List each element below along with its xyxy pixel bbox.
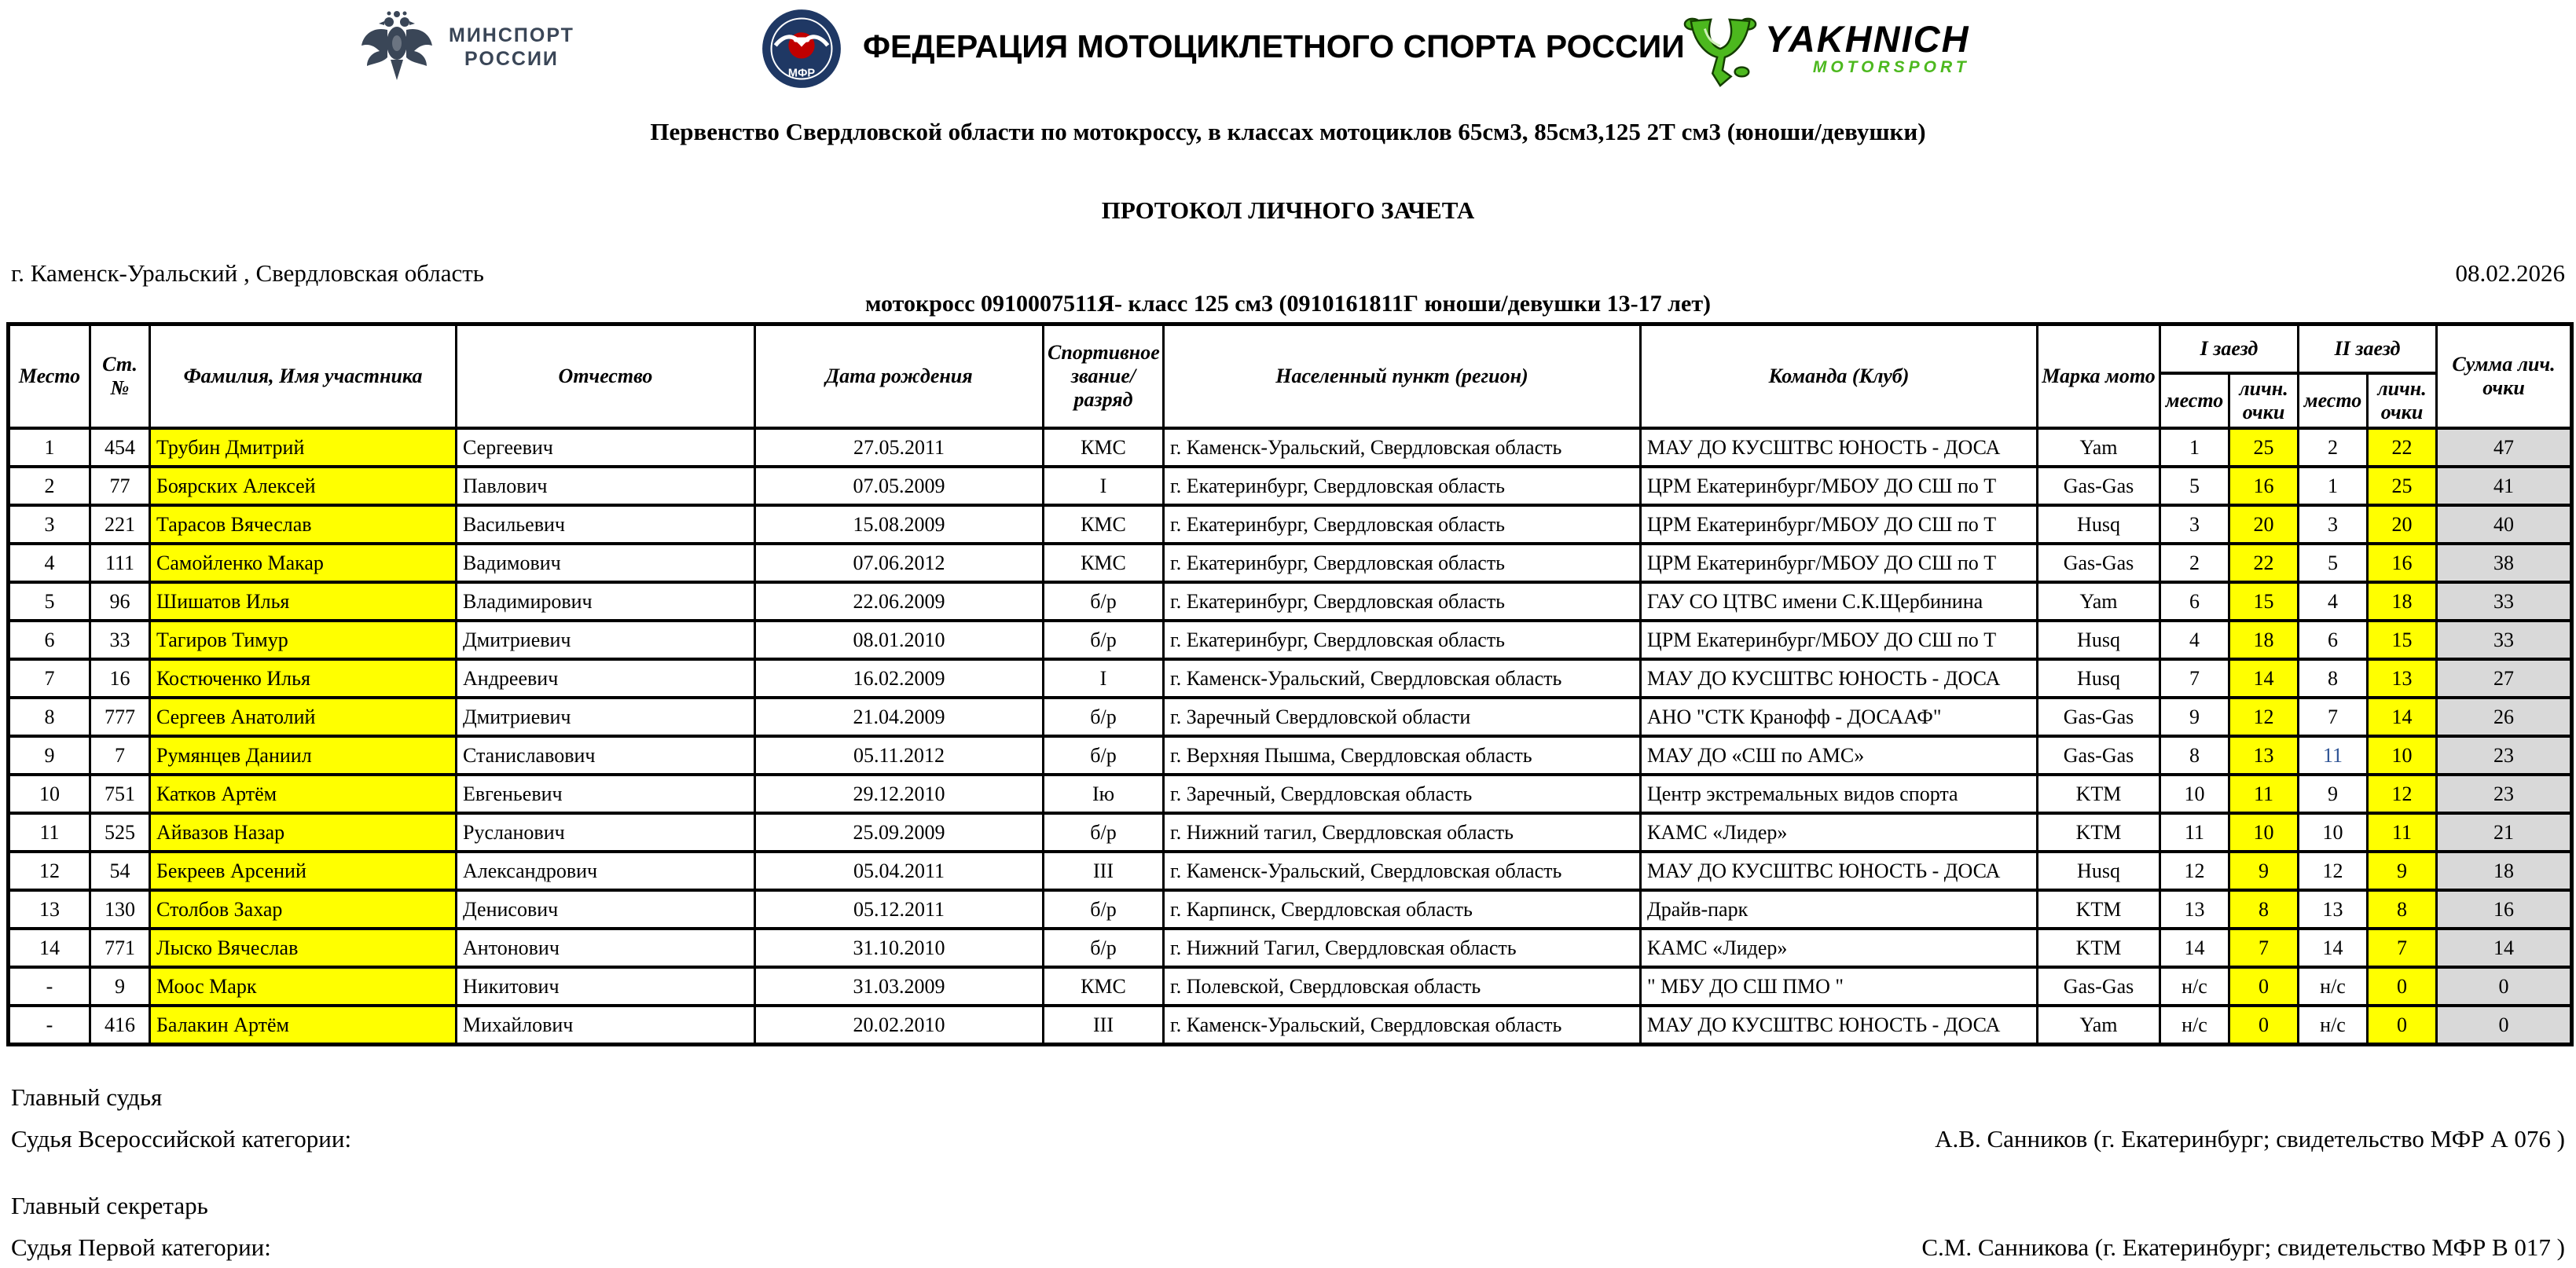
- secretary-name: С.М. Санникова (г. Екатеринбург; свидетельство МФР В 017 ): [1921, 1233, 2565, 1261]
- cell-dob: 31.03.2009: [755, 967, 1044, 1006]
- cell-name: Айвазов Назар: [150, 813, 457, 852]
- cell-start-number: 130: [90, 890, 150, 929]
- cell-name: Самойленко Макар: [150, 544, 457, 582]
- header-row-top: [9, 324, 2572, 374]
- race1-points-header: личн. очки: [2229, 373, 2299, 428]
- cell-club: АНО "СТК Кранофф - ДОСААФ": [1641, 698, 2038, 736]
- table-row: [9, 813, 2572, 852]
- cell-race2-place: 6: [2299, 621, 2368, 659]
- cell-city: г. Екатеринбург, Свердловская область: [1164, 544, 1641, 582]
- cell-start-number: 54: [90, 852, 150, 890]
- cell-race1-place: 13: [2160, 890, 2229, 929]
- cell-dob: 20.02.2010: [755, 1006, 1044, 1045]
- cell-race2-place: н/с: [2299, 1006, 2368, 1045]
- cell-dob: 07.05.2009: [755, 467, 1044, 505]
- cell-race2-points: 10: [2368, 736, 2437, 775]
- table-row: [9, 852, 2572, 890]
- cell-patronymic: Евгеньевич: [457, 775, 755, 813]
- cell-place: 3: [9, 505, 90, 544]
- cell-start-number: 33: [90, 621, 150, 659]
- cell-club: ГАУ СО ЦТВС имени С.К.Щербинина: [1641, 582, 2038, 621]
- cell-place: 4: [9, 544, 90, 582]
- col-start-number-header: Ст. №: [90, 324, 150, 429]
- cell-race1-points: 16: [2229, 467, 2299, 505]
- cell-start-number: 777: [90, 698, 150, 736]
- cell-place: 1: [9, 428, 90, 467]
- cell-rank: КМС: [1044, 967, 1164, 1006]
- event-location: г. Каменск-Уральский , Свердловская область: [11, 259, 484, 287]
- cell-rank: б/р: [1044, 813, 1164, 852]
- cell-rank: III: [1044, 1006, 1164, 1045]
- cell-total-points: 18: [2437, 852, 2572, 890]
- cell-race2-place: 1: [2299, 467, 2368, 505]
- cell-city: г. Каменск-Уральский, Свердловская область: [1164, 659, 1641, 698]
- cell-club: МАУ ДО КУСШТВС ЮНОСТЬ - ДОСА: [1641, 428, 2038, 467]
- col-dob-header: Дата рождения: [755, 324, 1044, 429]
- signatures-footer: [0, 1076, 2576, 1268]
- table-row: [9, 775, 2572, 813]
- cell-total-points: 0: [2437, 1006, 2572, 1045]
- cell-patronymic: Вадимович: [457, 544, 755, 582]
- class-subtitle: мотокросс 0910007511Я- класс 125 см3 (0910161811Г юноши/девушки 13-17 лет): [864, 291, 1712, 317]
- cell-race2-points: 7: [2368, 929, 2437, 967]
- cell-club: КАМС «Лидер»: [1641, 929, 2038, 967]
- fmsr-abbr: МФР: [787, 67, 816, 80]
- cell-race2-points: 0: [2368, 967, 2437, 1006]
- table-row: [9, 967, 2572, 1006]
- cell-race1-points: 22: [2229, 544, 2299, 582]
- event-date: 08.02.2026: [2455, 259, 2565, 287]
- cell-race2-place: 14: [2299, 929, 2368, 967]
- cell-total-points: 23: [2437, 736, 2572, 775]
- cell-club: ЦРМ Екатеринбург/МБОУ ДО СШ по Т: [1641, 544, 2038, 582]
- cell-brand: Husq: [2038, 621, 2160, 659]
- col-place-header: Место: [9, 324, 90, 429]
- cell-rank: Iю: [1044, 775, 1164, 813]
- cell-race1-place: 4: [2160, 621, 2229, 659]
- cell-race2-place: 12: [2299, 852, 2368, 890]
- cell-race2-place: н/с: [2299, 967, 2368, 1006]
- footer-spacer: [11, 1160, 2565, 1185]
- cell-race2-points: 25: [2368, 467, 2437, 505]
- cell-place: 12: [9, 852, 90, 890]
- race1-place-header: место: [2160, 373, 2229, 428]
- cell-total-points: 0: [2437, 967, 2572, 1006]
- cell-club: ЦРМ Екатеринбург/МБОУ ДО СШ по Т: [1641, 621, 2038, 659]
- cell-city: г. Екатеринбург, Свердловская область: [1164, 621, 1641, 659]
- cell-race1-points: 9: [2229, 852, 2299, 890]
- cell-start-number: 751: [90, 775, 150, 813]
- cell-rank: КМС: [1044, 428, 1164, 467]
- cell-place: 5: [9, 582, 90, 621]
- cell-total-points: 38: [2437, 544, 2572, 582]
- cell-patronymic: Русланович: [457, 813, 755, 852]
- cell-place: 8: [9, 698, 90, 736]
- cell-name: Румянцев Даниил: [150, 736, 457, 775]
- logo-band: [0, 0, 2576, 101]
- cell-total-points: 41: [2437, 467, 2572, 505]
- cell-name: Балакин Артём: [150, 1006, 457, 1045]
- cell-city: г. Екатеринбург, Свердловская область: [1164, 582, 1641, 621]
- cell-club: ЦРМ Екатеринбург/МБОУ ДО СШ по Т: [1641, 505, 2038, 544]
- cell-race1-place: н/с: [2160, 967, 2229, 1006]
- cell-rank: б/р: [1044, 736, 1164, 775]
- cell-race1-points: 12: [2229, 698, 2299, 736]
- cell-patronymic: Денисович: [457, 890, 755, 929]
- cell-race1-place: 9: [2160, 698, 2229, 736]
- cell-race1-place: 10: [2160, 775, 2229, 813]
- fmsr-logo: [761, 8, 842, 93]
- cell-start-number: 77: [90, 467, 150, 505]
- table-header: [9, 324, 2572, 429]
- table-row: [9, 505, 2572, 544]
- cell-place: -: [9, 967, 90, 1006]
- cell-start-number: 416: [90, 1006, 150, 1045]
- cell-place: 14: [9, 929, 90, 967]
- cell-city: г. Карпинск, Свердловская область: [1164, 890, 1641, 929]
- table-row: [9, 1006, 2572, 1045]
- cell-race1-points: 11: [2229, 775, 2299, 813]
- cell-place: 7: [9, 659, 90, 698]
- cell-race1-place: 6: [2160, 582, 2229, 621]
- cell-patronymic: Дмитриевич: [457, 621, 755, 659]
- cell-start-number: 525: [90, 813, 150, 852]
- cell-name: Бекреев Арсений: [150, 852, 457, 890]
- cell-race1-place: 14: [2160, 929, 2229, 967]
- cell-race2-points: 16: [2368, 544, 2437, 582]
- cell-patronymic: Александрович: [457, 852, 755, 890]
- cell-race1-points: 0: [2229, 967, 2299, 1006]
- cell-total-points: 21: [2437, 813, 2572, 852]
- cell-rank: б/р: [1044, 698, 1164, 736]
- cell-dob: 05.04.2011: [755, 852, 1044, 890]
- cell-city: г. Каменск-Уральский, Свердловская область: [1164, 1006, 1641, 1045]
- cell-brand: KTM: [2038, 929, 2160, 967]
- cell-race2-place: 7: [2299, 698, 2368, 736]
- cell-club: Драйв-парк: [1641, 890, 2038, 929]
- yakhnich-name: YAKHNICH: [1765, 18, 1970, 60]
- cell-dob: 21.04.2009: [755, 698, 1044, 736]
- cell-start-number: 771: [90, 929, 150, 967]
- cell-start-number: 454: [90, 428, 150, 467]
- cell-race1-place: 11: [2160, 813, 2229, 852]
- cell-brand: Gas-Gas: [2038, 736, 2160, 775]
- yakhnich-logo: [1682, 9, 1970, 91]
- cell-city: г. Заречный, Свердловская область: [1164, 775, 1641, 813]
- double-eagle-icon: [358, 5, 436, 90]
- cell-brand: Husq: [2038, 505, 2160, 544]
- cell-dob: 05.11.2012: [755, 736, 1044, 775]
- cell-race2-place: 4: [2299, 582, 2368, 621]
- chief-judge-title: Главный судья: [11, 1083, 163, 1111]
- protocol-title: ПРОТОКОЛ ЛИЧНОГО ЗАЧЕТА: [1101, 196, 1475, 224]
- cell-city: г. Каменск-Уральский, Свердловская область: [1164, 852, 1641, 890]
- cell-dob: 27.05.2011: [755, 428, 1044, 467]
- cell-rank: III: [1044, 852, 1164, 890]
- cell-race1-place: 1: [2160, 428, 2229, 467]
- cell-race2-place: 13: [2299, 890, 2368, 929]
- cell-brand: Yam: [2038, 1006, 2160, 1045]
- cell-race2-place: 3: [2299, 505, 2368, 544]
- cell-race2-place: 8: [2299, 659, 2368, 698]
- col-race2-header: II заезд: [2299, 324, 2437, 374]
- secretary-title: Главный секретарь: [11, 1192, 208, 1219]
- table-row: [9, 582, 2572, 621]
- cell-race2-points: 0: [2368, 1006, 2437, 1045]
- col-rank-header: Спортивное звание/разряд: [1044, 324, 1164, 429]
- cell-rank: б/р: [1044, 890, 1164, 929]
- table-row: [9, 890, 2572, 929]
- cell-city: г. Заречный Свердловской области: [1164, 698, 1641, 736]
- col-patronymic-header: Отчество: [457, 324, 755, 429]
- cell-race2-place: 10: [2299, 813, 2368, 852]
- chief-judge-category: Судья Всероссийской категории:: [11, 1125, 352, 1153]
- cell-dob: 07.06.2012: [755, 544, 1044, 582]
- cell-place: 2: [9, 467, 90, 505]
- cell-race1-place: 7: [2160, 659, 2229, 698]
- cell-name: Сергеев Анатолий: [150, 698, 457, 736]
- location-date-row: [0, 259, 2576, 288]
- table-row: [9, 544, 2572, 582]
- cell-brand: Gas-Gas: [2038, 698, 2160, 736]
- minsport-logo: [358, 5, 574, 90]
- cell-race1-points: 13: [2229, 736, 2299, 775]
- cell-race2-points: 11: [2368, 813, 2437, 852]
- secretary-category: Судья Первой категории:: [11, 1233, 271, 1261]
- table-row: [9, 736, 2572, 775]
- cell-club: Центр экстремальных видов спорта: [1641, 775, 2038, 813]
- table-row: [9, 929, 2572, 967]
- cell-race1-points: 0: [2229, 1006, 2299, 1045]
- cell-start-number: 221: [90, 505, 150, 544]
- yakhnich-y-icon: [1682, 9, 1759, 91]
- cell-total-points: 40: [2437, 505, 2572, 544]
- cell-start-number: 16: [90, 659, 150, 698]
- race2-place-header: место: [2299, 373, 2368, 428]
- cell-dob: 16.02.2009: [755, 659, 1044, 698]
- cell-name: Костюченко Илья: [150, 659, 457, 698]
- cell-patronymic: Владимирович: [457, 582, 755, 621]
- cell-race2-points: 12: [2368, 775, 2437, 813]
- cell-start-number: 96: [90, 582, 150, 621]
- cell-race1-place: 8: [2160, 736, 2229, 775]
- cell-place: 13: [9, 890, 90, 929]
- cell-total-points: 33: [2437, 582, 2572, 621]
- cell-patronymic: Павлович: [457, 467, 755, 505]
- cell-dob: 25.09.2009: [755, 813, 1044, 852]
- cell-race1-place: 5: [2160, 467, 2229, 505]
- cell-city: г. Каменск-Уральский, Свердловская область: [1164, 428, 1641, 467]
- cell-brand: Gas-Gas: [2038, 544, 2160, 582]
- cell-city: г. Екатеринбург, Свердловская область: [1164, 505, 1641, 544]
- results-table: [6, 322, 2574, 1046]
- cell-dob: 15.08.2009: [755, 505, 1044, 544]
- cell-name: Тагиров Тимур: [150, 621, 457, 659]
- cell-club: КАМС «Лидер»: [1641, 813, 2038, 852]
- cell-race1-points: 14: [2229, 659, 2299, 698]
- table-row: [9, 467, 2572, 505]
- cell-patronymic: Никитович: [457, 967, 755, 1006]
- cell-race1-points: 15: [2229, 582, 2299, 621]
- cell-patronymic: Дмитриевич: [457, 698, 755, 736]
- cell-race2-points: 18: [2368, 582, 2437, 621]
- cell-rank: I: [1044, 659, 1164, 698]
- cell-rank: I: [1044, 467, 1164, 505]
- cell-club: МАУ ДО КУСШТВС ЮНОСТЬ - ДОСА: [1641, 1006, 2038, 1045]
- cell-start-number: 7: [90, 736, 150, 775]
- cell-club: МАУ ДО КУСШТВС ЮНОСТЬ - ДОСА: [1641, 659, 2038, 698]
- cell-name: Моос Марк: [150, 967, 457, 1006]
- col-city-header: Населенный пункт (регион): [1164, 324, 1641, 429]
- federation-title: ФЕДЕРАЦИЯ МОТОЦИКЛЕТНОГО СПОРТА РОССИИ: [863, 27, 1685, 64]
- cell-total-points: 14: [2437, 929, 2572, 967]
- cell-club: " МБУ ДО СШ ПМО ": [1641, 967, 2038, 1006]
- fmsr-round-icon: [761, 8, 842, 90]
- cell-club: МАУ ДО «СШ по АМС»: [1641, 736, 2038, 775]
- cell-city: г. Верхняя Пышма, Свердловская область: [1164, 736, 1641, 775]
- table-body: [9, 428, 2572, 1045]
- cell-name: Столбов Захар: [150, 890, 457, 929]
- cell-total-points: 27: [2437, 659, 2572, 698]
- cell-race1-points: 7: [2229, 929, 2299, 967]
- cell-city: г. Нижний тагил, Свердловская область: [1164, 813, 1641, 852]
- race2-points-header: личн. очки: [2368, 373, 2437, 428]
- cell-race1-points: 8: [2229, 890, 2299, 929]
- cell-name: Катков Артём: [150, 775, 457, 813]
- cell-patronymic: Сергеевич: [457, 428, 755, 467]
- cell-race2-points: 9: [2368, 852, 2437, 890]
- cell-brand: Husq: [2038, 659, 2160, 698]
- cell-city: г. Нижний Тагил, Свердловская область: [1164, 929, 1641, 967]
- cell-race2-points: 22: [2368, 428, 2437, 467]
- table-row: [9, 428, 2572, 467]
- cell-race1-place: н/с: [2160, 1006, 2229, 1045]
- cell-race2-place: 5: [2299, 544, 2368, 582]
- cell-race2-points: 20: [2368, 505, 2437, 544]
- cell-race1-points: 20: [2229, 505, 2299, 544]
- cell-race1-points: 10: [2229, 813, 2299, 852]
- cell-brand: KTM: [2038, 890, 2160, 929]
- cell-total-points: 26: [2437, 698, 2572, 736]
- cell-dob: 22.06.2009: [755, 582, 1044, 621]
- cell-rank: б/р: [1044, 929, 1164, 967]
- col-total-header: Сумма лич. очки: [2437, 324, 2572, 429]
- cell-brand: Gas-Gas: [2038, 467, 2160, 505]
- cell-city: г. Екатеринбург, Свердловская область: [1164, 467, 1641, 505]
- secretary-row: [11, 1226, 2565, 1268]
- cell-name: Боярских Алексей: [150, 467, 457, 505]
- cell-total-points: 23: [2437, 775, 2572, 813]
- cell-club: ЦРМ Екатеринбург/МБОУ ДО СШ по Т: [1641, 467, 2038, 505]
- cell-race2-points: 13: [2368, 659, 2437, 698]
- cell-place: 9: [9, 736, 90, 775]
- cell-dob: 08.01.2010: [755, 621, 1044, 659]
- cell-place: -: [9, 1006, 90, 1045]
- cell-rank: б/р: [1044, 621, 1164, 659]
- cell-race2-points: 14: [2368, 698, 2437, 736]
- table-row: [9, 659, 2572, 698]
- cell-place: 6: [9, 621, 90, 659]
- cell-race1-place: 2: [2160, 544, 2229, 582]
- yakhnich-text: [1765, 20, 1970, 77]
- cell-race2-points: 8: [2368, 890, 2437, 929]
- table-row: [9, 698, 2572, 736]
- cell-patronymic: Васильевич: [457, 505, 755, 544]
- cell-rank: б/р: [1044, 582, 1164, 621]
- cell-dob: 31.10.2010: [755, 929, 1044, 967]
- cell-rank: КМС: [1044, 544, 1164, 582]
- cell-dob: 29.12.2010: [755, 775, 1044, 813]
- chief-judge-row: [11, 1118, 2565, 1160]
- cell-race2-place: 11: [2299, 736, 2368, 775]
- cell-name: Лыско Вячеслав: [150, 929, 457, 967]
- table-row: [9, 621, 2572, 659]
- cell-race1-place: 3: [2160, 505, 2229, 544]
- chief-judge-name: А.В. Санников (г. Екатеринбург; свидетельство МФР А 076 ): [1935, 1125, 2565, 1153]
- cell-race1-points: 25: [2229, 428, 2299, 467]
- cell-race2-place: 9: [2299, 775, 2368, 813]
- cell-city: г. Полевской, Свердловская область: [1164, 967, 1641, 1006]
- cell-brand: Yam: [2038, 428, 2160, 467]
- cell-total-points: 16: [2437, 890, 2572, 929]
- minsport-line1: МИНСПОРТ: [449, 24, 574, 46]
- cell-patronymic: Антонович: [457, 929, 755, 967]
- col-brand-header: Марка мото: [2038, 324, 2160, 429]
- cell-brand: Husq: [2038, 852, 2160, 890]
- yakhnich-motorsport-label: MOTORSPORT: [1812, 58, 1970, 76]
- cell-rank: КМС: [1044, 505, 1164, 544]
- cell-total-points: 33: [2437, 621, 2572, 659]
- cell-total-points: 47: [2437, 428, 2572, 467]
- cell-race2-place: 2: [2299, 428, 2368, 467]
- cell-brand: KTM: [2038, 813, 2160, 852]
- cell-brand: Gas-Gas: [2038, 967, 2160, 1006]
- cell-patronymic: Андреевич: [457, 659, 755, 698]
- cell-race2-points: 15: [2368, 621, 2437, 659]
- cell-brand: Yam: [2038, 582, 2160, 621]
- cell-name: Трубин Дмитрий: [150, 428, 457, 467]
- minsport-label: [449, 24, 574, 71]
- cell-brand: KTM: [2038, 775, 2160, 813]
- cell-patronymic: Станиславович: [457, 736, 755, 775]
- cell-start-number: 111: [90, 544, 150, 582]
- col-name-header: Фамилия, Имя участника: [150, 324, 457, 429]
- cell-place: 10: [9, 775, 90, 813]
- cell-patronymic: Михайлович: [457, 1006, 755, 1045]
- event-title: Первенство Свердловской области по мотокроссу, в классах мотоциклов 65см3, 85см3,125 2Т см3 (юноши/девушки): [650, 118, 1926, 145]
- col-club-header: Команда (Клуб): [1641, 324, 2038, 429]
- cell-race1-points: 18: [2229, 621, 2299, 659]
- minsport-line2: РОССИИ: [464, 48, 559, 70]
- col-race1-header: I заезд: [2160, 324, 2299, 374]
- cell-start-number: 9: [90, 967, 150, 1006]
- cell-race1-place: 12: [2160, 852, 2229, 890]
- cell-name: Тарасов Вячеслав: [150, 505, 457, 544]
- cell-place: 11: [9, 813, 90, 852]
- cell-dob: 05.12.2011: [755, 890, 1044, 929]
- cell-name: Шишатов Илья: [150, 582, 457, 621]
- cell-club: МАУ ДО КУСШТВС ЮНОСТЬ - ДОСА: [1641, 852, 2038, 890]
